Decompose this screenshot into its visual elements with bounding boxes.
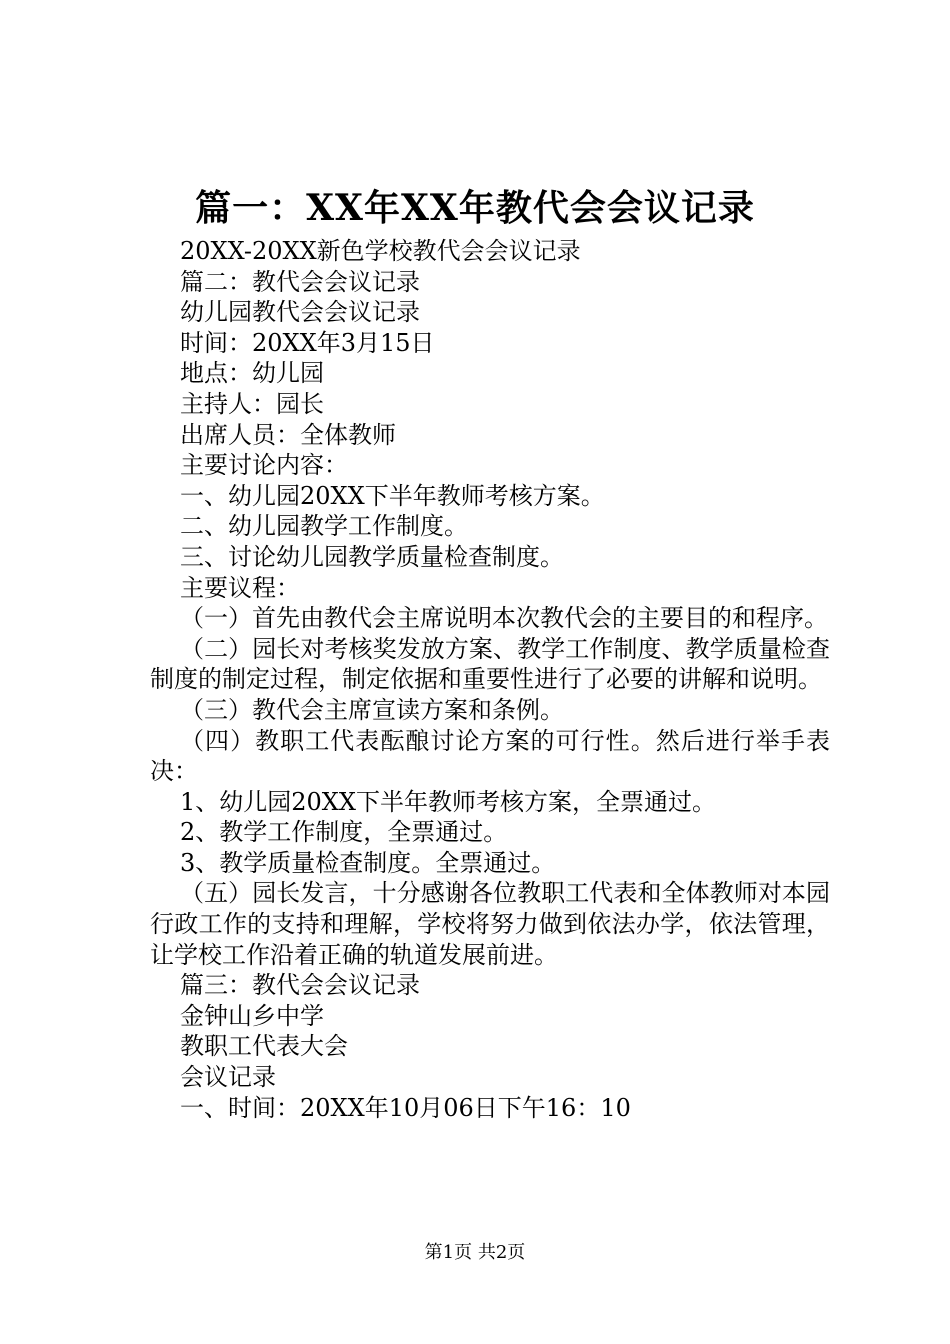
document-title: 篇一：XX年XX年教代会会议记录: [195, 187, 755, 229]
text-line: 金钟山乡中学: [180, 1001, 324, 1030]
text-line: 1、幼儿园20XX下半年教师考核方案，全票通过。: [180, 787, 716, 816]
text-line: 一、时间：20XX年10月06日下午16：10: [180, 1093, 631, 1122]
document-body: [150, 236, 830, 1123]
text-line: 时间：20XX年3月15日: [180, 328, 435, 357]
text-line: 篇三：教代会会议记录: [180, 971, 420, 1000]
text-line: 会议记录: [180, 1063, 276, 1092]
paragraph: （一）首先由教代会主席说明本次教代会的主要目的和程序。: [180, 604, 828, 633]
text-line: 一、幼儿园20XX下半年教师考核方案。: [180, 481, 605, 510]
page-number: 第1页 共2页: [424, 1242, 526, 1263]
text-line: 主要议程：: [180, 573, 300, 602]
paragraph: （二）园长对考核奖发放方案、教学工作制度、教学质量检查制度的制定过程，制定依据和重要性进行了必要的讲解和说明。: [150, 634, 830, 694]
paragraph: （四）教职工代表酝酿讨论方案的可行性。然后进行举手表决：: [150, 726, 830, 786]
text-line: 二、幼儿园教学工作制度。: [180, 512, 468, 541]
text-line: 3、教学质量检查制度。全票通过。: [180, 848, 556, 877]
text-line: 20XX-20XX新色学校教代会会议记录: [180, 237, 581, 265]
text-line: 出席人员：全体教师: [180, 420, 396, 449]
text-line: 主持人：园长: [180, 389, 324, 418]
text-line: 主要讨论内容：: [180, 451, 348, 480]
text-line: （三）教代会主席宣读方案和条例。: [180, 695, 564, 724]
text-line: 篇二：教代会会议记录: [180, 267, 420, 296]
text-line: 幼儿园教代会会议记录: [180, 298, 420, 327]
text-line: 2、教学工作制度，全票通过。: [180, 818, 508, 847]
text-line: 教职工代表大会: [180, 1032, 348, 1061]
text-line: 三、讨论幼儿园教学质量检查制度。: [180, 542, 564, 571]
text-line: 地点：幼儿园: [180, 359, 324, 388]
paragraph: （五）园长发言，十分感谢各位教职工代表和全体教师对本园行政工作的支持和理解，学校将努力做到依法办学，依法管理，让学校工作沿着正确的轨道发展前进。: [150, 879, 830, 969]
